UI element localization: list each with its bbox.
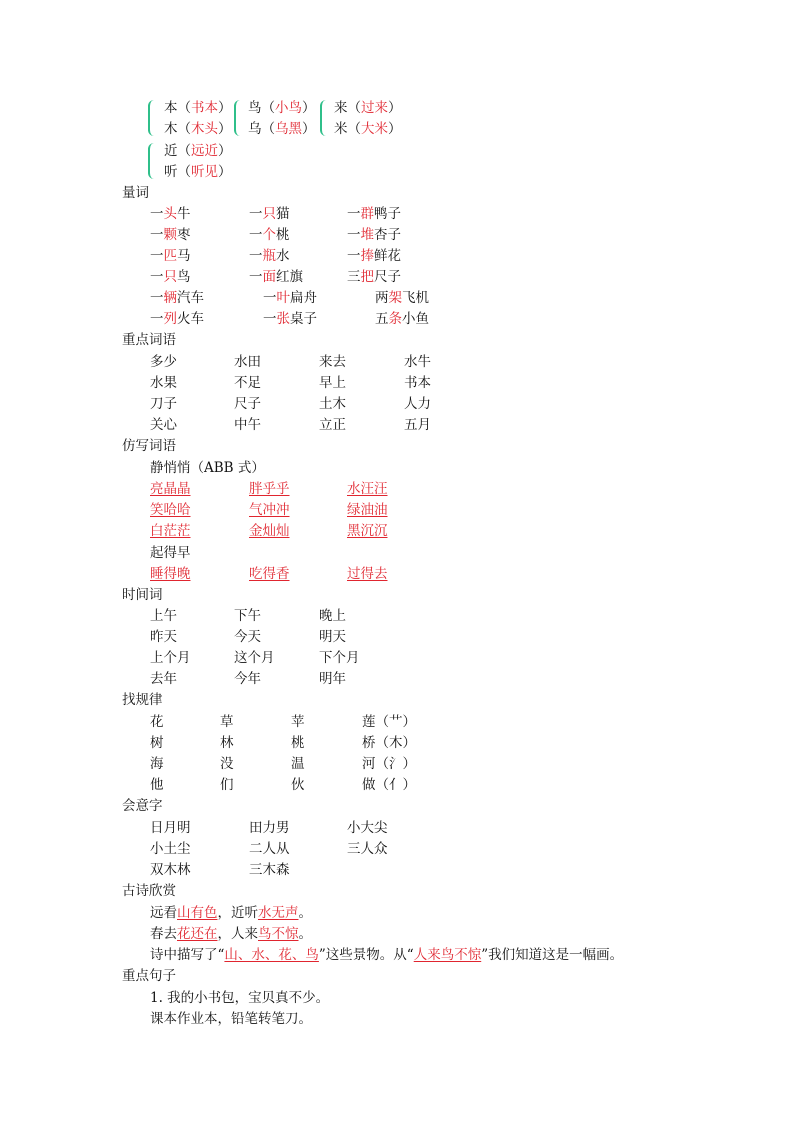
word-cell: 上午 [150, 608, 177, 624]
abb-pattern-label: 静悄悄（ABB 式） [150, 460, 265, 476]
measure-phrase: 一颗枣 [150, 227, 191, 243]
answer-word: 睡得晚 [150, 566, 191, 582]
answer-word: 水汪汪 [347, 481, 388, 497]
measure-phrase: 一捧鲜花 [347, 248, 401, 264]
table-row [0, 608, 800, 625]
answer-word: 笑哈哈 [150, 502, 191, 518]
word-cell: 早上 [319, 375, 346, 391]
word-cell: 昨天 [150, 629, 177, 645]
char-cell: 伙 [291, 777, 305, 793]
word-cell: 立正 [319, 417, 346, 433]
word-cell: 五月 [404, 417, 431, 433]
measure-phrase: 一头牛 [150, 206, 191, 222]
answer-word: 白茫茫 [150, 523, 191, 539]
table-row [0, 269, 800, 286]
char-cell: 温 [291, 756, 305, 772]
char-cell: 们 [220, 777, 234, 793]
word-cell: 水牛 [404, 354, 431, 370]
word-cell: 水果 [150, 375, 177, 391]
section-heading-measure-words: 量词 [122, 185, 149, 201]
brace-item: 来（过来） [334, 100, 402, 116]
measure-phrase: 一面红旗 [249, 269, 303, 285]
table-row [0, 227, 800, 244]
section-heading-imitate-words: 仿写词语 [122, 438, 176, 454]
word-cell: 二人从 [249, 841, 290, 857]
table-row [0, 820, 800, 837]
pattern2-label: 起得早 [150, 545, 191, 561]
key-sentence-line: 1. 我的小书包，宝贝真不少。 [150, 990, 330, 1006]
table-row [0, 375, 800, 392]
poem-analysis: 诗中描写了“山、水、花、鸟”这些景物。从“人来鸟不惊”我们知道这是一幅画。 [150, 947, 624, 963]
answer-word: 金灿灿 [249, 523, 290, 539]
measure-phrase: 一个桃 [249, 227, 290, 243]
answer-word: 吃得香 [249, 566, 290, 582]
char-cell: 没 [220, 756, 234, 772]
brace-item: 本（书本） [164, 100, 232, 116]
measure-phrase: 一列火车 [150, 311, 204, 327]
word-cell: 尺子 [234, 396, 261, 412]
answer-word: 黑沉沉 [347, 523, 388, 539]
table-row [0, 502, 800, 519]
measure-phrase: 五条小鱼 [375, 311, 429, 327]
poem-line-1: 远看山有色，近听水无声。 [150, 905, 312, 921]
table-row [0, 629, 800, 646]
word-cell: 关心 [150, 417, 177, 433]
table-row [0, 481, 800, 498]
measure-phrase: 一瓶水 [249, 248, 290, 264]
word-cell: 今年 [234, 671, 261, 687]
word-cell: 三木森 [249, 862, 290, 878]
brace-item: 乌（乌黑） [248, 121, 316, 137]
char-cell: 做（亻） [362, 777, 416, 793]
word-cell: 这个月 [234, 650, 275, 666]
table-row [0, 354, 800, 371]
word-cell: 明年 [319, 671, 346, 687]
word-cell: 水田 [234, 354, 261, 370]
brace-icon [148, 143, 159, 179]
word-cell: 下个月 [319, 650, 360, 666]
measure-phrase: 一张桌子 [263, 311, 317, 327]
table-row [0, 417, 800, 434]
char-cell: 草 [220, 714, 234, 730]
word-cell: 明天 [319, 629, 346, 645]
table-row [0, 735, 800, 752]
section-heading-key-sentences: 重点句子 [122, 968, 176, 984]
table-row [0, 671, 800, 688]
word-cell: 去年 [150, 671, 177, 687]
table-row [0, 206, 800, 223]
word-cell: 上个月 [150, 650, 191, 666]
word-cell: 田力男 [249, 820, 290, 836]
table-row [0, 841, 800, 858]
table-row [0, 777, 800, 794]
table-row [0, 248, 800, 265]
word-cell: 土木 [319, 396, 346, 412]
section-heading-patterns: 找规律 [122, 692, 163, 708]
char-cell: 桃 [291, 735, 305, 751]
word-cell: 三人众 [347, 841, 388, 857]
table-row [0, 523, 800, 540]
measure-phrase: 三把尺子 [347, 269, 401, 285]
section-heading-time-words: 时间词 [122, 587, 163, 603]
answer-word: 绿油油 [347, 502, 388, 518]
word-cell: 小大尖 [347, 820, 388, 836]
brace-item: 近（远近） [164, 143, 232, 159]
measure-phrase: 一只鸟 [150, 269, 191, 285]
word-cell: 不足 [234, 375, 261, 391]
char-cell: 苹 [291, 714, 305, 730]
section-heading-poem: 古诗欣赏 [122, 883, 176, 899]
table-row [0, 566, 800, 583]
char-cell: 河（氵） [362, 756, 416, 772]
measure-phrase: 一匹马 [150, 248, 191, 264]
char-cell: 树 [150, 735, 164, 751]
poem-line-2: 春去花还在，人来鸟不惊。 [150, 926, 312, 942]
char-cell: 花 [150, 714, 164, 730]
answer-word: 亮晶晶 [150, 481, 191, 497]
brace-item: 鸟（小鸟） [248, 100, 316, 116]
measure-phrase: 两架飞机 [375, 290, 429, 306]
brace-item: 听（听见） [164, 164, 232, 180]
char-cell: 他 [150, 777, 164, 793]
word-cell: 双木林 [150, 862, 191, 878]
measure-phrase: 一叶扁舟 [263, 290, 317, 306]
section-heading-key-words: 重点词语 [122, 332, 176, 348]
word-cell: 中午 [234, 417, 261, 433]
answer-word: 过得去 [347, 566, 388, 582]
word-cell: 今天 [234, 629, 261, 645]
table-row [0, 714, 800, 731]
word-cell: 来去 [319, 354, 346, 370]
brace-icon [148, 100, 159, 136]
measure-phrase: 一只猫 [249, 206, 290, 222]
table-row [0, 862, 800, 879]
measure-phrase: 一堆杏子 [347, 227, 401, 243]
answer-word: 气冲冲 [249, 502, 290, 518]
brace-item: 米（大米） [334, 121, 402, 137]
word-cell: 人力 [404, 396, 431, 412]
word-cell: 小土尘 [150, 841, 191, 857]
word-cell: 书本 [404, 375, 431, 391]
measure-phrase: 一辆汽车 [150, 290, 204, 306]
table-row [0, 650, 800, 667]
char-cell: 桥（木） [362, 735, 416, 751]
table-row [0, 290, 800, 307]
word-cell: 晚上 [319, 608, 346, 624]
brace-item: 木（木头） [164, 121, 232, 137]
answer-word: 胖乎乎 [249, 481, 290, 497]
key-sentence-line: 课本作业本，铅笔转笔刀。 [150, 1011, 312, 1027]
brace-icon [320, 100, 331, 136]
char-cell: 莲（艹） [362, 714, 416, 730]
word-cell: 多少 [150, 354, 177, 370]
section-heading-compound-chars: 会意字 [122, 798, 163, 814]
table-row [0, 396, 800, 413]
char-cell: 林 [220, 735, 234, 751]
char-cell: 海 [150, 756, 164, 772]
table-row [0, 311, 800, 328]
word-cell: 刀子 [150, 396, 177, 412]
table-row [0, 756, 800, 773]
brace-icon [234, 100, 245, 136]
measure-phrase: 一群鸭子 [347, 206, 401, 222]
word-cell: 日月明 [150, 820, 191, 836]
word-cell: 下午 [234, 608, 261, 624]
